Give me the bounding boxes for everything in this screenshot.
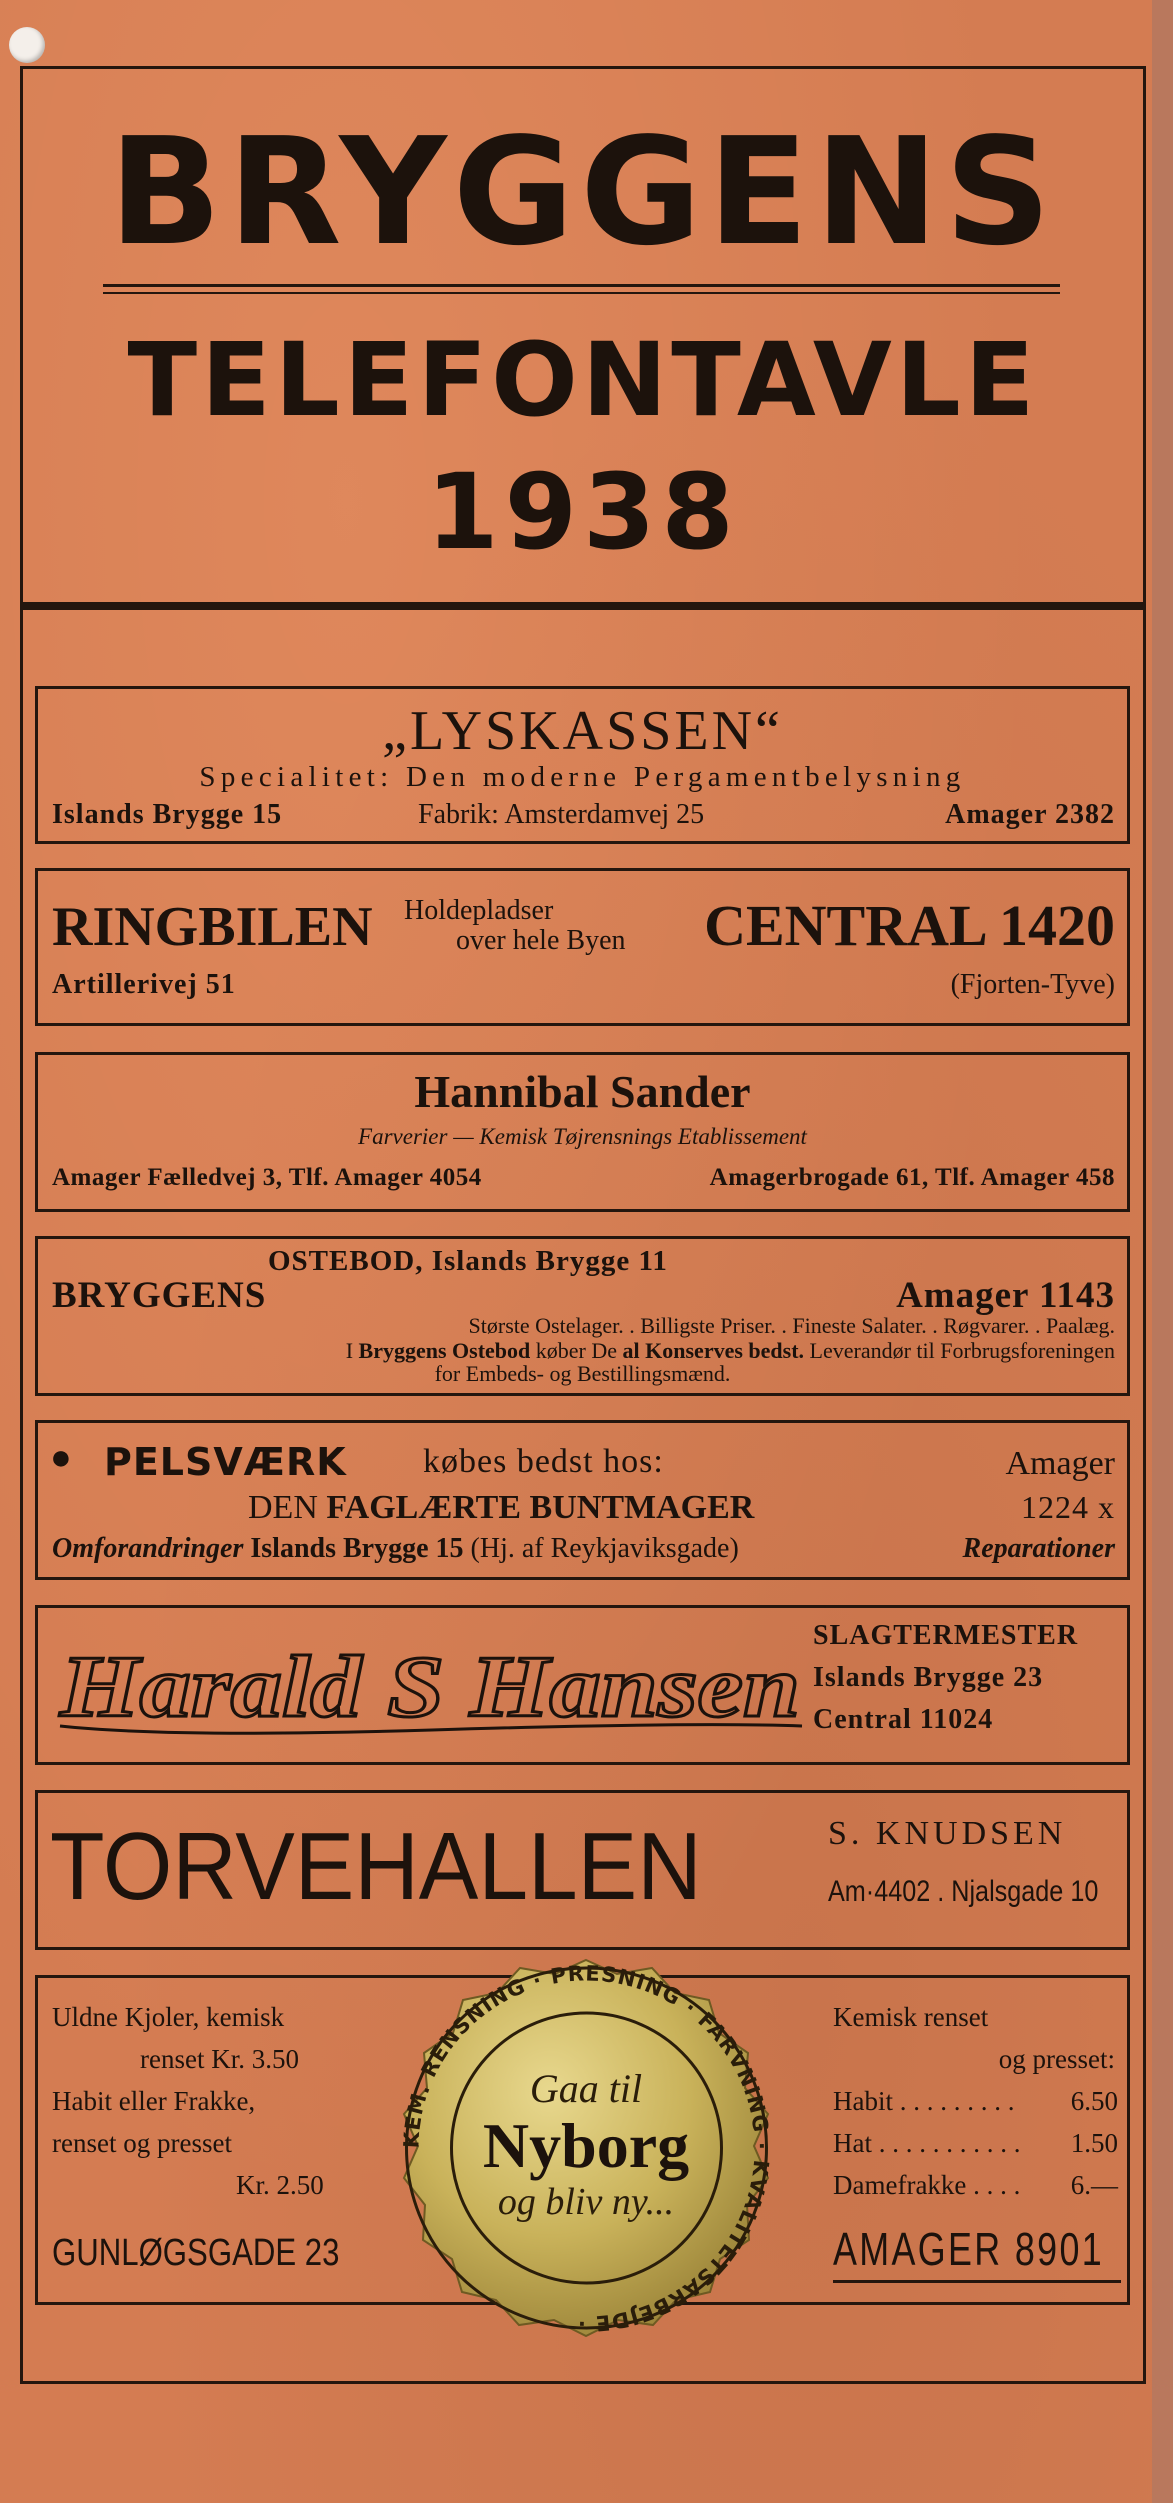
- nyborg-street: GUNLØGSGADE 23: [52, 2232, 340, 2274]
- nyborg-right-2: og presset:: [998, 2044, 1115, 2074]
- pelsvaerk-line-3: Omforandringer Islands Brygge 15 (Hj. af Reykjaviksgade): [52, 1533, 739, 1564]
- subtitle: TELEFONTAVLE: [127, 321, 1039, 440]
- main-title: BRYGGENS: [108, 106, 1058, 278]
- ringbilen-address: Artillerivej 51: [52, 969, 236, 1000]
- nyborg-left-2: renset Kr. 3.50: [140, 2044, 299, 2074]
- harald-hansen-logo: [52, 1626, 812, 1746]
- pelsvaerk-text: købes bedst hos:: [423, 1443, 664, 1480]
- pelsvaerk-line-2: DEN FAGLÆRTE BUNTMAGER: [248, 1489, 755, 1526]
- ostebod-line-3: for Embeds- og Bestillingsmænd.: [434, 1361, 731, 1386]
- ringbilen-phone: CENTRAL 1420: [704, 893, 1115, 958]
- price-row: Damefrakke . . . . 6.—: [833, 2170, 1118, 2200]
- nyborg-left-1: Uldne Kjoler, kemisk: [52, 2002, 285, 2032]
- year: 1938: [426, 451, 740, 573]
- hansen-phone: Central 11024: [813, 1704, 994, 1735]
- ostebod-name: BRYGGENS: [52, 1275, 267, 1316]
- title-rule: [103, 284, 1060, 287]
- torvehallen-name: TORVEHALLEN: [50, 1813, 702, 1920]
- torvehallen-phone: Am·4402 . Njalsgade 10: [828, 1875, 1099, 1908]
- ringbilen-phone-words: (Fjorten-Tyve): [950, 969, 1115, 1000]
- nyborg-right-1: Kemisk renset: [833, 2002, 989, 2032]
- scan-margin: [1152, 0, 1173, 2503]
- header-divider: [20, 602, 1146, 610]
- seal-bottom-text: og bliv ny...: [497, 2181, 675, 2223]
- pelsvaerk-name: PELSVÆRK: [104, 1440, 347, 1484]
- title-rule-thin: [103, 292, 1060, 294]
- logo-script: Harald S Hansen: [58, 1639, 800, 1736]
- ad-pelsvaerk: [35, 1420, 1130, 1580]
- ad-lyskassen: [35, 686, 1130, 844]
- nyborg-phone: AMAGER 8901: [833, 2223, 1105, 2275]
- ad-hannibal-sander: [35, 1052, 1130, 1212]
- hannibal-name: Hannibal Sander: [414, 1066, 751, 1117]
- hannibal-address-1: Amager Fælledvej 3, Tlf. Amager 4054: [52, 1164, 482, 1191]
- hansen-title: SLAGTERMESTER: [813, 1620, 1079, 1651]
- ostebod-phone: Amager 1143: [896, 1275, 1115, 1316]
- ad-torvehallen: [35, 1790, 1130, 1950]
- ad-harald-hansen: [35, 1605, 1130, 1765]
- nyborg-left-5: Kr. 2.50: [236, 2170, 324, 2200]
- nyborg-left-4: renset og presset: [52, 2128, 232, 2158]
- price-row: Habit . . . . . . . . . 6.50: [833, 2086, 1118, 2116]
- hannibal-address-2: Amagerbrogade 61, Tlf. Amager 458: [709, 1164, 1115, 1191]
- lyskassen-phone: Amager 2382: [945, 799, 1115, 830]
- seal-ring-text: KEM. RENSNING · PRESNING · FARVNING · KVALITETSARBEJDE ·: [399, 1961, 774, 2336]
- nyborg-gold-seal: [373, 1952, 800, 2379]
- pelsvaerk-phone-number: 1224 x: [1021, 1489, 1115, 1525]
- ostebod-heading: OSTEBOD, Islands Brygge 11: [268, 1245, 668, 1277]
- torvehallen-owner: S. KNUDSEN: [828, 1815, 1067, 1852]
- pelsvaerk-phone-label: Amager: [1005, 1445, 1115, 1482]
- seal-top-text: Gaa til: [529, 2066, 643, 2111]
- ringbilen-name: RINGBILEN: [52, 896, 373, 958]
- ringbilen-slogan-1: Holdepladser: [404, 895, 554, 926]
- lyskassen-name: „LYSKASSEN“: [382, 700, 783, 762]
- phone-underline: [833, 2280, 1121, 2283]
- ad-bryggens-ostebod: [35, 1236, 1130, 1396]
- punch-hole: [9, 27, 45, 63]
- ostebod-line-1: Største Ostelager. . Billigste Priser. . Fineste Salater. . Røgvarer. . Paalæg.: [468, 1313, 1115, 1338]
- bullet-icon: ●: [50, 1437, 72, 1477]
- ostebod-line-2: I Bryggens Ostebod køber De al Konserves bedst. Leverandør til Forbrugsforeningen: [345, 1338, 1115, 1363]
- price-row: Hat . . . . . . . . . . . 1.50: [833, 2128, 1118, 2158]
- nyborg-left-3: Habit eller Frakke,: [52, 2086, 256, 2116]
- lyskassen-factory: Fabrik: Amsterdamvej 25: [418, 799, 705, 830]
- ad-ringbilen: [35, 868, 1130, 1026]
- ringbilen-slogan-2: over hele Byen: [456, 925, 626, 956]
- seal-name: Nyborg: [482, 2110, 690, 2181]
- lyskassen-specialty: Specialitet: Den moderne Pergamentbelysning: [199, 761, 966, 793]
- hansen-address: Islands Brygge 23: [813, 1662, 1044, 1693]
- lyskassen-address: Islands Brygge 15: [52, 799, 283, 830]
- hannibal-tagline: Farverier — Kemisk Tøjrensnings Etablissement: [358, 1124, 807, 1149]
- pelsvaerk-repairs: Reparationer: [962, 1533, 1115, 1564]
